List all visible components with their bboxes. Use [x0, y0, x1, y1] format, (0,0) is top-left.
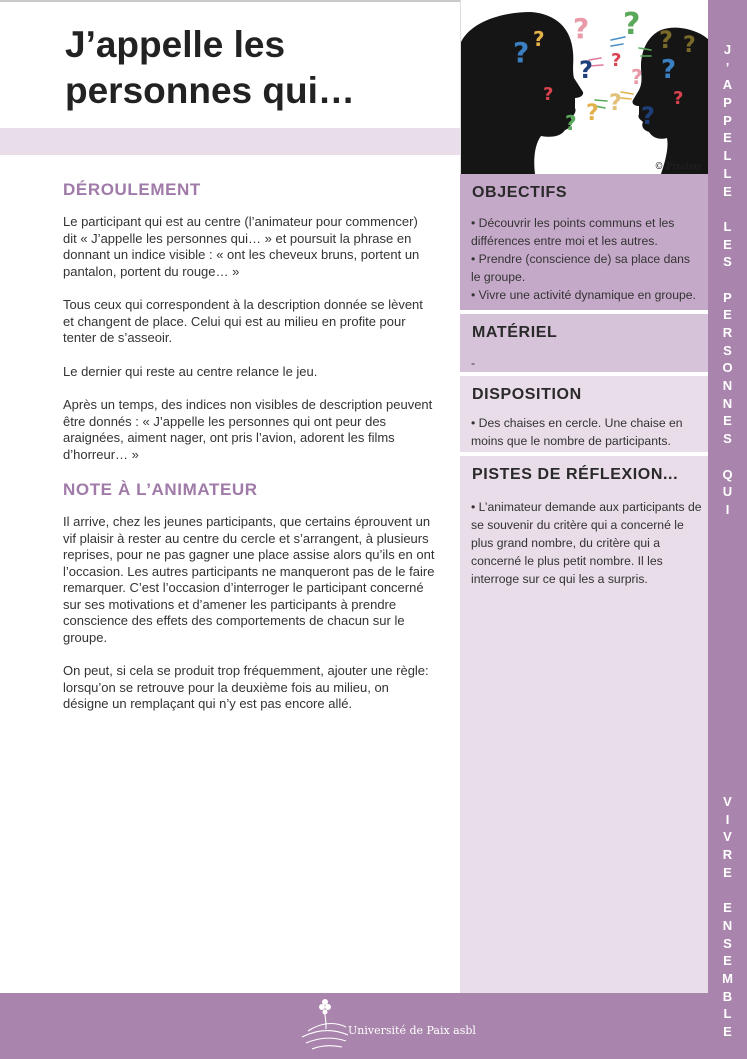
logo-text: Université de Paix asbl	[348, 1024, 476, 1037]
vertical-letter	[708, 448, 747, 466]
disposition-body	[460, 410, 708, 452]
vertical-letter: E	[723, 864, 732, 880]
vertical-letter	[708, 881, 747, 899]
vertical-letter: I	[725, 811, 730, 827]
question-mark-icon: ?	[661, 55, 677, 85]
vertical-letter: R	[722, 325, 733, 340]
vertical-letter: U	[722, 484, 733, 500]
vertical-side-bar	[708, 0, 747, 1059]
question-mark-icon: ?	[565, 111, 577, 135]
question-mark-icon: ?	[533, 27, 545, 51]
title-band	[0, 128, 460, 155]
vertical-letter: ’	[725, 59, 730, 75]
question-mark-icon: ?	[586, 101, 599, 126]
vertical-letter: V	[723, 829, 732, 845]
vertical-category	[708, 793, 747, 1041]
vertical-letter: E	[723, 1023, 732, 1039]
vertical-letter: E	[723, 900, 732, 916]
vertical-letter: S	[723, 431, 732, 447]
vertical-letter: E	[723, 183, 732, 199]
vertical-letter: P	[723, 112, 732, 128]
question-mark-icon: ?	[623, 7, 641, 42]
question-mark-icon: ?	[513, 36, 530, 69]
vertical-letter: S	[723, 935, 732, 951]
question-mark-icon: ?	[609, 91, 622, 116]
objectifs-header	[460, 174, 708, 210]
main-column	[63, 180, 435, 730]
illustration	[460, 0, 708, 174]
vertical-letter: L	[723, 165, 732, 181]
vertical-letter: E	[723, 413, 732, 429]
pistes-section	[460, 454, 708, 993]
vertical-letter	[708, 271, 747, 289]
objectifs-item: • Découvrir les points communs et les différences entre moi et les autres.	[471, 216, 675, 248]
vertical-letter: O	[722, 360, 733, 376]
disposition-header	[460, 374, 708, 410]
vertical-letter: L	[723, 148, 732, 164]
vertical-letter: E	[723, 236, 732, 252]
vertical-letter: S	[723, 342, 732, 358]
question-mark-icon: ?	[641, 102, 655, 130]
deroulement-title: DÉROULEMENT	[63, 180, 201, 199]
vertical-letter: Q	[722, 466, 733, 482]
page-title: J’appelle les personnes qui…	[65, 24, 355, 111]
vertical-letter: P	[723, 289, 732, 305]
question-mark-icon: ?	[611, 50, 622, 71]
note-paragraph: On peut, si cela se produit trop fréquemment, ajouter une règle: lorsqu’on se retrouve pour la deuxième fois au milieu, on désigne un remplaçant qui n’y est pas encore allé.	[63, 663, 429, 711]
objectifs-item: • Prendre (conscience de) sa place dans le groupe.	[471, 252, 691, 284]
university-logo	[298, 997, 476, 1055]
vertical-letter: L	[723, 1006, 732, 1022]
question-mark-icon: ?	[543, 84, 554, 105]
objectifs-body	[460, 210, 708, 310]
materiel-header	[460, 312, 708, 350]
image-credit: © Pixabay	[654, 162, 702, 172]
pistes-title: PISTES DE RÉFLEXION...	[472, 466, 679, 483]
two-heads-questions-icon	[461, 0, 708, 174]
deroulement-paragraph: Le dernier qui reste au centre relance le jeu.	[63, 363, 318, 379]
vertical-letter: N	[722, 917, 733, 933]
question-mark-icon: ?	[673, 88, 684, 109]
vertical-letter: A	[722, 77, 733, 93]
pistes-text: • L’animateur demande aux participants de se souvenir du critère qui a concerné le plus grand nombre, du critère qui a concerné le plus petit nombre. Il les interroge sur ce qui les a surpris.	[471, 500, 702, 586]
vertical-letter: J	[723, 42, 732, 57]
vertical-letter: M	[722, 970, 733, 986]
question-mark-icon: ?	[579, 56, 593, 84]
vertical-letter: E	[723, 307, 732, 323]
vertical-letter: N	[722, 395, 733, 411]
disposition-title: DISPOSITION	[472, 386, 582, 403]
materiel-title: MATÉRIEL	[472, 324, 558, 341]
materiel-text: -	[471, 356, 476, 370]
vertical-letter: B	[722, 988, 733, 1004]
materiel-body	[460, 350, 708, 372]
vertical-letter	[708, 200, 747, 218]
vertical-letter: E	[723, 130, 732, 146]
vertical-title	[708, 41, 747, 519]
objectifs-item: • Vivre une activité dynamique en groupe.	[471, 288, 696, 302]
top-rule	[0, 0, 460, 2]
deroulement-paragraph: Après un temps, des indices non visibles de description peuvent être donnés : « J’appelle les personnes qui ont peur des araignées, aiment nager, ont pris l’avion, adorent les films d’horreur… »	[63, 397, 433, 462]
vertical-letter: V	[723, 794, 732, 809]
vertical-letter: N	[722, 378, 733, 394]
question-mark-icon: ?	[659, 26, 673, 54]
vertical-letter: S	[723, 254, 732, 270]
footer	[0, 993, 708, 1059]
vertical-letter: R	[722, 847, 733, 863]
question-mark-icon: ?	[631, 65, 643, 89]
vertical-letter: P	[723, 95, 732, 111]
vertical-letter: I	[725, 501, 730, 517]
question-mark-icon: ?	[683, 33, 696, 58]
vertical-letter: L	[723, 218, 732, 234]
deroulement-paragraph: Le participant qui est au centre (l’animateur pour commencer) dit « J’appelle les personnes qui… » et poursuit la phrase en donnant un indice visible : « ont les cheveux bruns, portent un pantalon, portent du rouge… »	[63, 214, 420, 279]
objectifs-title: OBJECTIFS	[472, 184, 568, 201]
note-paragraph: Il arrive, chez les jeunes participants, que certains éprouvent un vif plaisir à rester au centre du cercle et s’arrangent, à plusieurs reprises, pour ne pas gagner une place assise alors qu’ils en ont l’occasion. Les autres participants ne manqueront pas de le faire remarquer. C’est l’occasion d’interroger le participant concerné sur ses motivations et d’amener les participants à prendre conscience des effets des comportements de chacun sur le groupe.	[63, 514, 435, 645]
question-mark-icon: ?	[573, 12, 590, 45]
note-title: NOTE À L’ANIMATEUR	[63, 480, 258, 499]
deroulement-paragraph: Tous ceux qui correspondent à la description donnée se lèvent et changent de place. Celui qui est au milieu en profite pour tenter de s’asseoir.	[63, 297, 423, 345]
disposition-text: • Des chaises en cercle. Une chaise en moins que le nombre de participants.	[471, 416, 683, 448]
vertical-letter: E	[723, 953, 732, 969]
